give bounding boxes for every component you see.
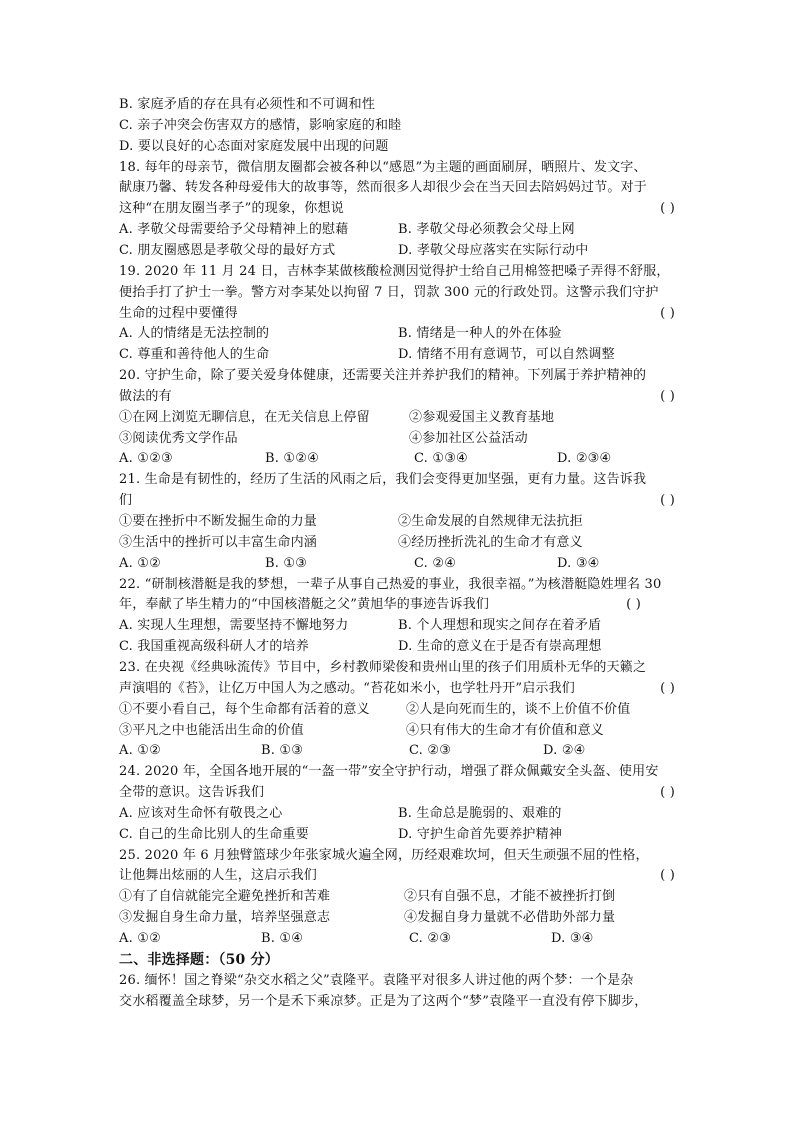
option-right: B. 情绪是一种人的外在体验 <box>398 326 562 342</box>
answer-parenthesis: ( ) <box>660 785 675 801</box>
option-right: ②参观爱国主义教育基地 <box>409 409 555 425</box>
text-line <box>119 846 675 866</box>
line-text: 声演唱的《苔》，让亿万中国人为之感动。“苔花如米小，也学牡丹开”启示我们 <box>119 680 575 696</box>
option-left: A. 应该对生命怀有敬畏之心 <box>119 805 283 821</box>
line-text: 这种“在朋友圈当孝子”的现象，你想说 <box>119 201 344 217</box>
line-text: D. 要以良好的心态面对家庭发展中出现的问题 <box>119 138 389 154</box>
line-text: C. 亲子冲突会伤害双方的感情，影响家庭的和睦 <box>119 117 402 133</box>
text-line <box>119 971 675 991</box>
option-right: B. 孝敬父母必须教会父母上网 <box>398 222 575 238</box>
option-choice: D. ②④ <box>543 743 586 759</box>
answer-parenthesis: ( ) <box>660 201 675 217</box>
option-choice: A. ①②③ <box>119 451 173 467</box>
line-text: 年，奉献了毕生精力的“中国核潜艇之父”黄旭华的事迹告诉我们 <box>119 597 490 613</box>
text-line <box>119 491 675 511</box>
option-choice: B. ①②④ <box>265 451 319 467</box>
option-choice: B. ①③ <box>265 555 308 571</box>
text-line <box>119 95 675 115</box>
answer-parenthesis: ( ) <box>660 388 675 404</box>
text-line <box>119 262 675 282</box>
option-left: A. 人的情绪是无法控制的 <box>119 326 270 342</box>
option-right: ④只有伟大的生命才有价值和意义 <box>406 722 605 738</box>
option-left: C. 朋友圈感恩是孝敬父母的最好方式 <box>119 242 336 258</box>
option-choice: A. ①② <box>119 931 161 946</box>
answer-parenthesis: ( ) <box>626 597 641 613</box>
text-line <box>119 658 675 678</box>
text-line <box>119 783 675 803</box>
option-right: ②只有自强不息，才能不被挫折打倒 <box>404 889 616 905</box>
text-line <box>119 178 675 198</box>
option-left: ③阅读优秀文学作品 <box>119 430 238 446</box>
line-text: B. 家庭矛盾的存在具有必须性和不可调和性 <box>119 97 376 112</box>
text-line <box>119 387 675 407</box>
text-line <box>119 575 675 595</box>
option-choice: D. ②③④ <box>557 451 612 467</box>
text-line <box>119 866 675 886</box>
text-line <box>119 137 675 157</box>
line-text: 19. 2020 年 11 月 24 日，吉林李某做核酸检测因觉得护士给自己用棉签把嗓子弄得不舒服， <box>119 263 670 279</box>
option-choice: C. ②③ <box>409 931 452 946</box>
text-line <box>119 116 675 136</box>
line-text: 21. 生命是有韧性的，经历了生活的风雨之后，我们会变得更加坚强，更有力量。这告诉我 <box>119 472 647 488</box>
option-choice: A. ①② <box>119 743 161 759</box>
option-left: ③平凡之中也能活出生命的价值 <box>119 722 304 738</box>
text-line <box>119 679 675 699</box>
option-right: B. 个人理想和现实之间存在着矛盾 <box>398 618 602 634</box>
option-left: ①有了自信就能完全避免挫折和苦难 <box>119 889 331 905</box>
answer-parenthesis: ( ) <box>660 680 675 696</box>
option-left: A. 实现人生理想，需要坚持不懈地努力 <box>119 618 349 634</box>
option-right: ②生命发展的自然规律无法抗拒 <box>398 514 583 529</box>
line-text: 生命的过程中要懂得 <box>119 305 238 321</box>
line-text: 22. “研制核潜艇是我的梦想，一辈子从事自己热爱的事业，我很幸福。”为核潜艇隐姓埋名 30 <box>119 576 662 592</box>
text-line <box>119 304 675 324</box>
answer-parenthesis: ( ) <box>660 493 675 509</box>
option-choice: B. ①③ <box>261 743 304 759</box>
option-left: C. 我国重视高级科研人才的培养 <box>119 639 309 655</box>
answer-parenthesis: ( ) <box>660 305 675 321</box>
option-right: ④经历挫折洗礼的生命才有意义 <box>398 534 583 550</box>
line-text: 18. 每年的母亲节，微信朋友圈都会被各种以“感恩”为主题的画面刷屏，晒照片、发文字、 <box>119 159 647 175</box>
option-left: C. 自己的生命比别人的生命重要 <box>119 826 309 842</box>
text-line <box>119 992 675 1012</box>
line-text: 全带的意识。这告诉我们 <box>119 785 265 801</box>
option-choice: D. ③④ <box>557 555 600 571</box>
line-text: 让他舞出炫丽的人生，这启示我们 <box>119 868 318 884</box>
line-text: 们 <box>119 493 133 509</box>
line-text: 交水稻覆盖全球梦，另一个是禾下乘凉梦。正是为了这两个“梦”袁隆平一直没有停下脚步， <box>119 993 648 1009</box>
text-line <box>119 366 675 386</box>
text-line <box>119 158 675 178</box>
line-text: 23. 在央视《经典咏流传》节目中，乡村教师梁俊和贵州山里的孩子们用质朴无华的天籁之 <box>119 659 647 675</box>
line-text: 24. 2020 年，全国各地开展的“一盔一带”安全守护行动，增强了群众佩戴安全头盔、使用安 <box>119 764 659 780</box>
text-line <box>119 595 675 615</box>
section-heading-text: 二、非选择题：（50 分） <box>119 951 279 968</box>
answer-parenthesis: ( ) <box>660 868 675 884</box>
line-text: 便抬手打了护士一拳。警方对李某处以拘留 7 日，罚款 300 元的行政处罚。这警示我们守护 <box>119 284 659 300</box>
text-line <box>119 470 675 490</box>
option-left: ③发掘自身生命力量，培养坚强意志 <box>119 910 331 926</box>
line-text: 26. 缅怀！国之脊梁“杂交水稻之父”袁隆平。袁隆平对很多人讲过他的两个梦：一个是杂 <box>119 972 634 988</box>
line-text: 25. 2020 年 6 月独臂篮球少年张家城火遍全网，历经艰难坎坷，但天生顽强不屈的性格， <box>119 847 649 863</box>
option-choice: C. ①③④ <box>414 451 468 467</box>
text-line <box>119 283 675 303</box>
option-choice: B. ①④ <box>261 931 304 946</box>
option-right: D. 生命的意义在于是否有崇高理想 <box>398 639 602 655</box>
option-choice: D. ③④ <box>551 931 594 946</box>
option-right: D. 孝敬父母应落实在实际行动中 <box>398 242 589 258</box>
option-right: D. 情绪不用有意调节，可以自然调整 <box>398 347 615 363</box>
option-left: C. 尊重和善待他人的生命 <box>119 347 270 363</box>
option-right: B. 生命总是脆弱的、艰难的 <box>398 805 562 821</box>
text-line <box>119 762 675 782</box>
line-text: 做法的有 <box>119 388 172 404</box>
option-right: ④参加社区公益活动 <box>409 430 528 446</box>
option-left: A. 孝敬父母需要给予父母精神上的慰藉 <box>119 222 349 238</box>
option-right: ②人是向死而生的，谈不上价值不价值 <box>406 701 631 717</box>
option-left: ①不要小看自己，每个生命都有活着的意义 <box>119 701 370 717</box>
section-heading <box>119 950 675 971</box>
option-choice: A. ①② <box>119 555 161 571</box>
option-right: D. 守护生命首先要养护精神 <box>398 826 563 842</box>
text-line <box>119 199 675 219</box>
option-choice: C. ②③ <box>409 743 452 759</box>
line-text: 献康乃馨、转发各种母爱伟大的故事等，然而很多人却很少会在当天回去陪妈妈过节。对于 <box>119 180 648 196</box>
option-left: ①要在挫折中不断发掘生命的力量 <box>119 514 318 529</box>
option-left: ①在网上浏览无聊信息，在无关信息上停留 <box>119 409 370 425</box>
line-text: 20. 守护生命，除了要关爱身体健康，还需要关注并养护我们的精神。下列属于养护精神的 <box>119 368 647 384</box>
option-right: ④发掘自身力量就不必借助外部力量 <box>404 910 616 926</box>
option-choice: C. ②④ <box>414 555 457 571</box>
option-left: ③生活中的挫折可以丰富生命内涵 <box>119 534 318 550</box>
